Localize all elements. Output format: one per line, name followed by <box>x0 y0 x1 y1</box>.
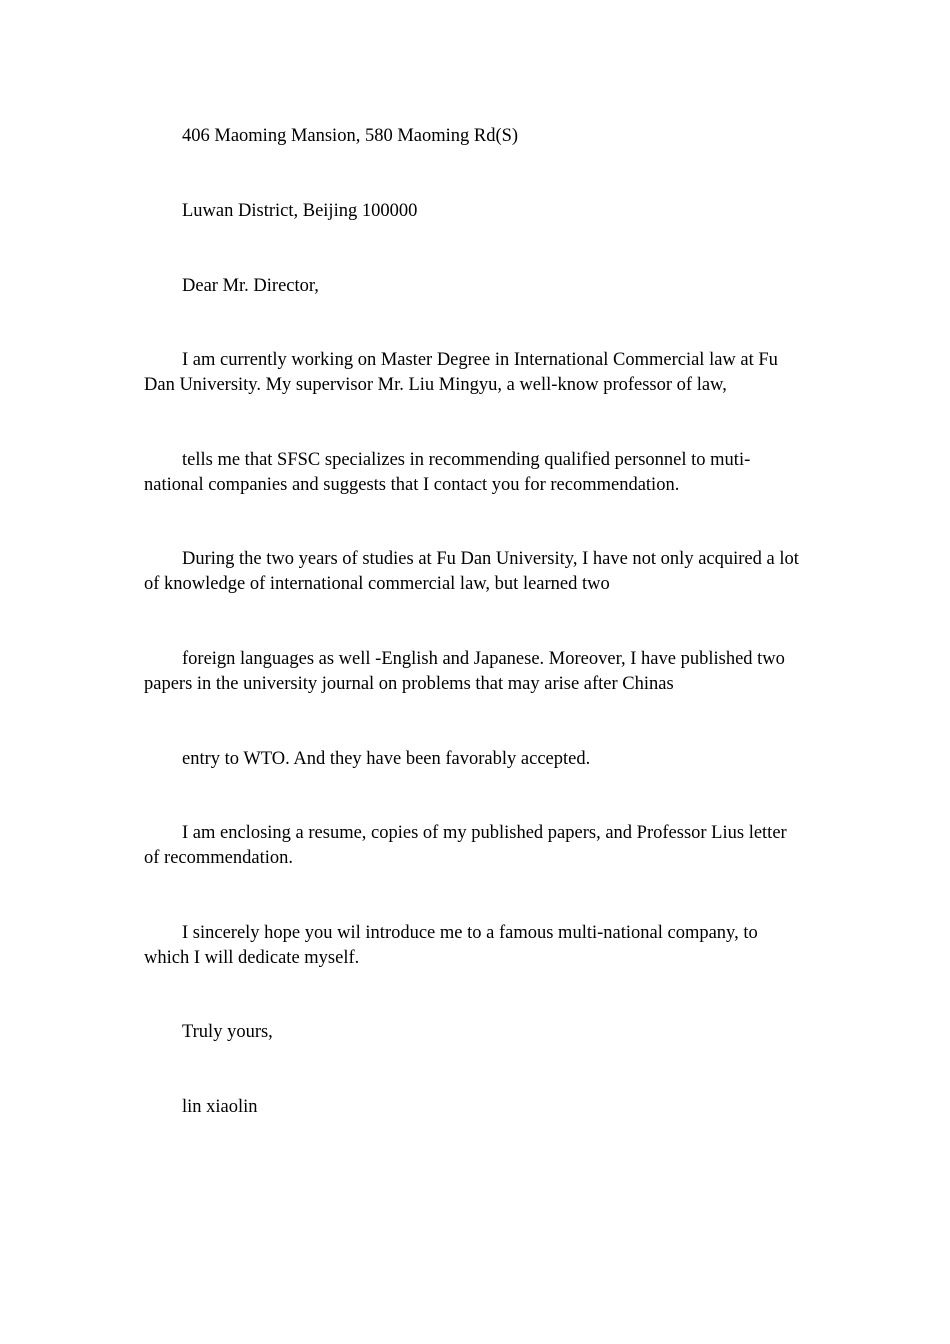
salutation: Dear Mr. Director, <box>182 276 319 296</box>
closing: Truly yours, <box>182 1022 273 1042</box>
body-paragraph: I am currently working on Master Degree in International Commercial law at Fu Dan University. My supervisor Mr. Liu Mingyu, a well-know professor of law, <box>144 350 778 395</box>
body-paragraph: tells me that SFSC specializes in recommending qualified personnel to muti-national companies and suggests that I contact you for recommendation. <box>144 450 751 495</box>
body-paragraph: entry to WTO. And they have been favorably accepted. <box>182 749 591 769</box>
address-line-2: Luwan District, Beijing 100000 <box>182 201 418 221</box>
address-line-1: 406 Maoming Mansion, 580 Maoming Rd(S) <box>182 126 519 146</box>
signature: lin xiaolin <box>182 1097 258 1117</box>
body-paragraph: During the two years of studies at Fu Dan University, I have not only acquired a lot of knowledge of international commercial law, but learned two <box>144 549 799 594</box>
body-paragraph: foreign languages as well -English and Japanese. Moreover, I have published two papers in the university journal on problems that may arise after Chinas <box>144 649 785 694</box>
body-paragraph: I sincerely hope you wil introduce me to a famous multi-national company, to which I will dedicate myself. <box>144 923 758 968</box>
body-paragraph: I am enclosing a resume, copies of my published papers, and Professor Lius letter of recommendation. <box>144 823 787 868</box>
